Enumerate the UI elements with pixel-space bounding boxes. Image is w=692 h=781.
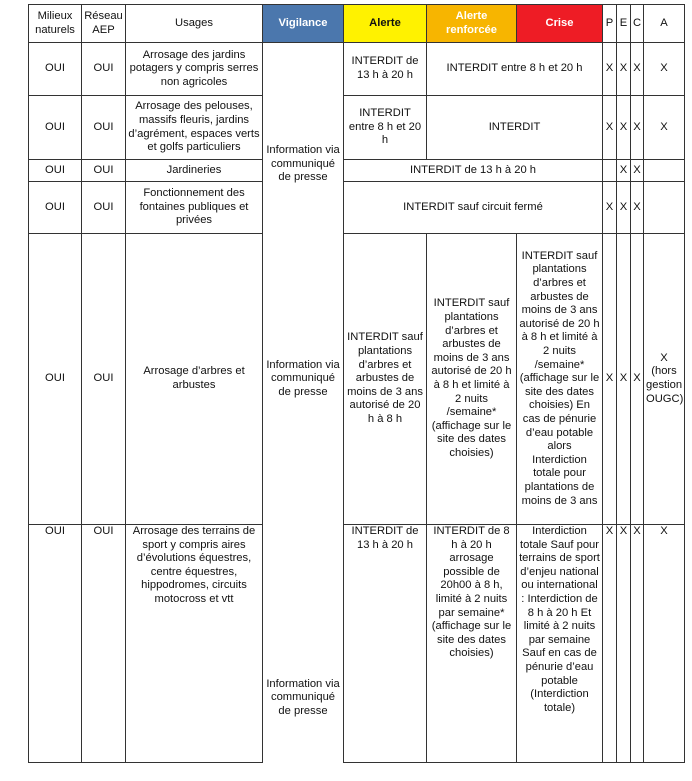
header-milieux: Milieux naturels (29, 5, 82, 43)
vigilance-cell: Information via communiqué de presse (263, 525, 344, 763)
header-crise: Crise (517, 5, 603, 43)
crise-cell: INTERDIT sauf plantations d’arbres et arbustes de moins de 3 ans autorisé de 20 h à 8 h et limité à 2 nuits /semaine* (affichage sur le site des dates choisies) En cas de pénurie d’eau potable alors Interdiction totale pour plantations de moins de 3 ans (517, 234, 603, 525)
usage-cell: Fonctionnement des fontaines publiques et privées (126, 182, 263, 234)
reseau-cell: OUI (82, 234, 126, 525)
vigilance-cell (263, 43, 344, 96)
c-cell: X (631, 182, 644, 234)
milieux-cell: OUI (29, 43, 82, 96)
p-cell: X (603, 525, 617, 763)
c-cell: X (631, 96, 644, 160)
p-cell: X (603, 182, 617, 234)
e-cell: X (617, 96, 631, 160)
c-cell: X (631, 43, 644, 96)
usage-cell: Arrosage des jardins potagers y compris serres non agricoles (126, 43, 263, 96)
p-cell: X (603, 234, 617, 525)
header-usages: Usages (126, 5, 263, 43)
a-cell (644, 160, 685, 182)
header-alerte: Alerte (344, 5, 427, 43)
a-cell (644, 182, 685, 234)
alerte-cell: INTERDIT de 13 h à 20 h (344, 43, 427, 96)
e-cell: X (617, 160, 631, 182)
header-reseau: Réseau AEP (82, 5, 126, 43)
c-cell: X (631, 525, 644, 763)
header-e: E (617, 5, 631, 43)
alerte-cell: INTERDIT de 13 h à 20 h (344, 525, 427, 763)
a-cell: X (644, 96, 685, 160)
vigilance-cell: Information via communiqué de presse (263, 96, 344, 234)
milieux-cell: OUI (29, 234, 82, 525)
renforcee-crise-cell: INTERDIT entre 8 h et 20 h (427, 43, 603, 96)
milieux-cell: OUI (29, 96, 82, 160)
c-cell: X (631, 160, 644, 182)
usage-cell: Arrosage des pelouses, massifs fleuris, jardins d’agrément, espaces verts et golfs particuliers (126, 96, 263, 160)
table-row (29, 160, 685, 182)
table-row (29, 234, 685, 525)
alerte-cell: INTERDIT entre 8 h et 20 h (344, 96, 427, 160)
e-cell: X (617, 182, 631, 234)
p-cell (603, 160, 617, 182)
e-cell: X (617, 525, 631, 763)
table-row (29, 43, 685, 96)
milieux-cell: OUI (29, 182, 82, 234)
reseau-cell: OUI (82, 96, 126, 160)
a-cell: X (644, 43, 685, 96)
p-cell: X (603, 96, 617, 160)
header-a: A (644, 5, 685, 43)
all-levels-cell: INTERDIT de 13 h à 20 h (344, 160, 603, 182)
e-cell: X (617, 234, 631, 525)
alerte-cell: INTERDIT sauf plantations d’arbres et arbustes de moins de 3 ans autorisé de 20 h à 8 h (344, 234, 427, 525)
vigilance-cell: Information via communiqué de presse (263, 234, 344, 525)
reseau-cell: OUI (82, 43, 126, 96)
header-c: C (631, 5, 644, 43)
header-alerte-renforcee: Alerte renforcée (427, 5, 517, 43)
a-cell: X (644, 525, 685, 763)
crise-cell: Interdiction totale Sauf pour terrains de sport d’enjeu national ou international : Interdiction de 8 h à 20 h Et limité à 2 nuits par semaine Sauf en cas de pénurie d’eau potable (Interdiction totale) (517, 525, 603, 763)
reseau-cell: OUI (82, 525, 126, 763)
table-row (29, 182, 685, 234)
header-vigilance: Vigilance (263, 5, 344, 43)
renforcee-cell: INTERDIT sauf plantations d’arbres et arbustes de moins de 3 ans autorisé de 20 h à 8 h et limité à 2 nuits /semaine* (affichage sur le site des dates choisies) (427, 234, 517, 525)
milieux-cell: OUI (29, 160, 82, 182)
milieux-cell: OUI (29, 525, 82, 763)
c-cell: X (631, 234, 644, 525)
all-levels-cell: INTERDIT sauf circuit fermé (344, 182, 603, 234)
a-cell: X (hors gestion OUGC) (644, 234, 685, 525)
restrictions-table (28, 4, 685, 763)
usage-cell: Jardineries (126, 160, 263, 182)
renforcee-cell: INTERDIT de 8 h à 20 h arrosage possible de 20h00 à 8 h, limité à 2 nuits par semaine* (affichage sur le site des dates choisies) (427, 525, 517, 763)
header-row (29, 5, 685, 43)
table-row (29, 525, 685, 763)
p-cell: X (603, 43, 617, 96)
renforcee-crise-cell: INTERDIT (427, 96, 603, 160)
e-cell: X (617, 43, 631, 96)
reseau-cell: OUI (82, 160, 126, 182)
header-p: P (603, 5, 617, 43)
reseau-cell: OUI (82, 182, 126, 234)
table-row (29, 96, 685, 160)
usage-cell: Arrosage d’arbres et arbustes (126, 234, 263, 525)
usage-cell: Arrosage des terrains de sport y compris aires d’évolutions équestres, centre équestres, hippodromes, circuits motocross et vtt (126, 525, 263, 763)
